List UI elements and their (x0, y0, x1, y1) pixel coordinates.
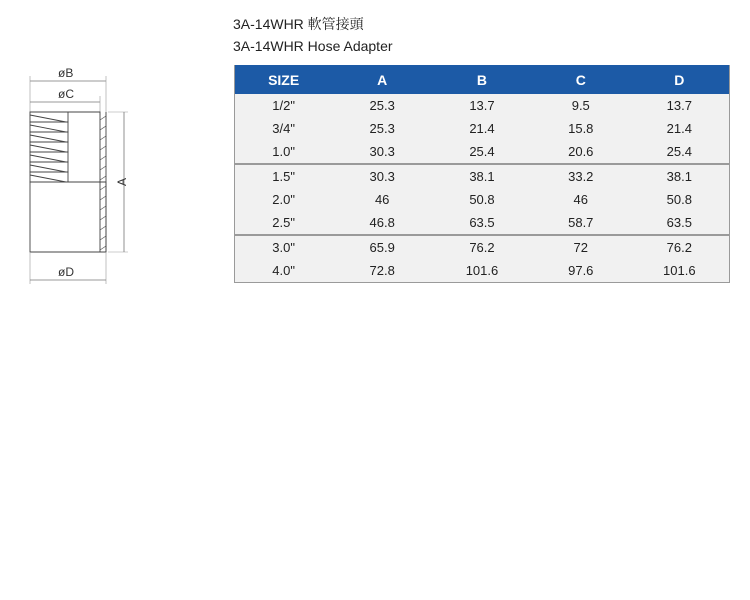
cell-b: 76.2 (432, 235, 532, 259)
table-row (235, 259, 730, 283)
table-row (235, 164, 730, 188)
product-title-chinese: 3A-14WHR 軟管接頭 (233, 16, 364, 32)
cell-b: 13.7 (432, 94, 532, 117)
header-size: SIZE (235, 65, 333, 94)
cell-d: 21.4 (630, 117, 730, 140)
table-row (235, 235, 730, 259)
cell-size: 1/2" (235, 94, 333, 117)
product-title-english: 3A-14WHR Hose Adapter (233, 38, 393, 54)
cell-c: 15.8 (532, 117, 630, 140)
cell-d: 38.1 (630, 164, 730, 188)
cell-d: 101.6 (630, 259, 730, 283)
cell-a: 46.8 (332, 211, 432, 235)
cell-b: 63.5 (432, 211, 532, 235)
cell-b: 38.1 (432, 164, 532, 188)
cell-size: 2.5" (235, 211, 333, 235)
hose-adapter-drawing (18, 60, 138, 290)
cell-a: 46 (332, 188, 432, 211)
cell-c: 97.6 (532, 259, 630, 283)
header-d: D (630, 65, 730, 94)
cell-b: 25.4 (432, 140, 532, 164)
cell-c: 9.5 (532, 94, 630, 117)
cell-d: 25.4 (630, 140, 730, 164)
cell-b: 50.8 (432, 188, 532, 211)
cell-size: 4.0" (235, 259, 333, 283)
cell-size: 3.0" (235, 235, 333, 259)
table-row (235, 94, 730, 117)
cell-a: 25.3 (332, 94, 432, 117)
cell-size: 1.0" (235, 140, 333, 164)
cell-a: 30.3 (332, 140, 432, 164)
dimension-label-b: øB (58, 66, 74, 80)
dimension-label-d: øD (58, 265, 74, 279)
dimension-table (234, 65, 730, 283)
header-a: A (332, 65, 432, 94)
cell-c: 20.6 (532, 140, 630, 164)
table-row (235, 140, 730, 164)
header-b: B (432, 65, 532, 94)
cell-size: 1.5" (235, 164, 333, 188)
cell-d: 50.8 (630, 188, 730, 211)
cell-c: 33.2 (532, 164, 630, 188)
table-row (235, 211, 730, 235)
cell-a: 30.3 (332, 164, 432, 188)
header-c: C (532, 65, 630, 94)
cell-d: 63.5 (630, 211, 730, 235)
table-row (235, 117, 730, 140)
cell-b: 21.4 (432, 117, 532, 140)
dimension-label-a: A (115, 177, 129, 186)
cell-c: 72 (532, 235, 630, 259)
cell-b: 101.6 (432, 259, 532, 283)
cell-a: 25.3 (332, 117, 432, 140)
cell-a: 72.8 (332, 259, 432, 283)
cell-d: 76.2 (630, 235, 730, 259)
cell-c: 58.7 (532, 211, 630, 235)
table-header-row (235, 65, 730, 94)
cell-d: 13.7 (630, 94, 730, 117)
cell-a: 65.9 (332, 235, 432, 259)
cell-size: 2.0" (235, 188, 333, 211)
dimension-label-c: øC (58, 87, 74, 101)
cell-size: 3/4" (235, 117, 333, 140)
table-row (235, 188, 730, 211)
cell-c: 46 (532, 188, 630, 211)
